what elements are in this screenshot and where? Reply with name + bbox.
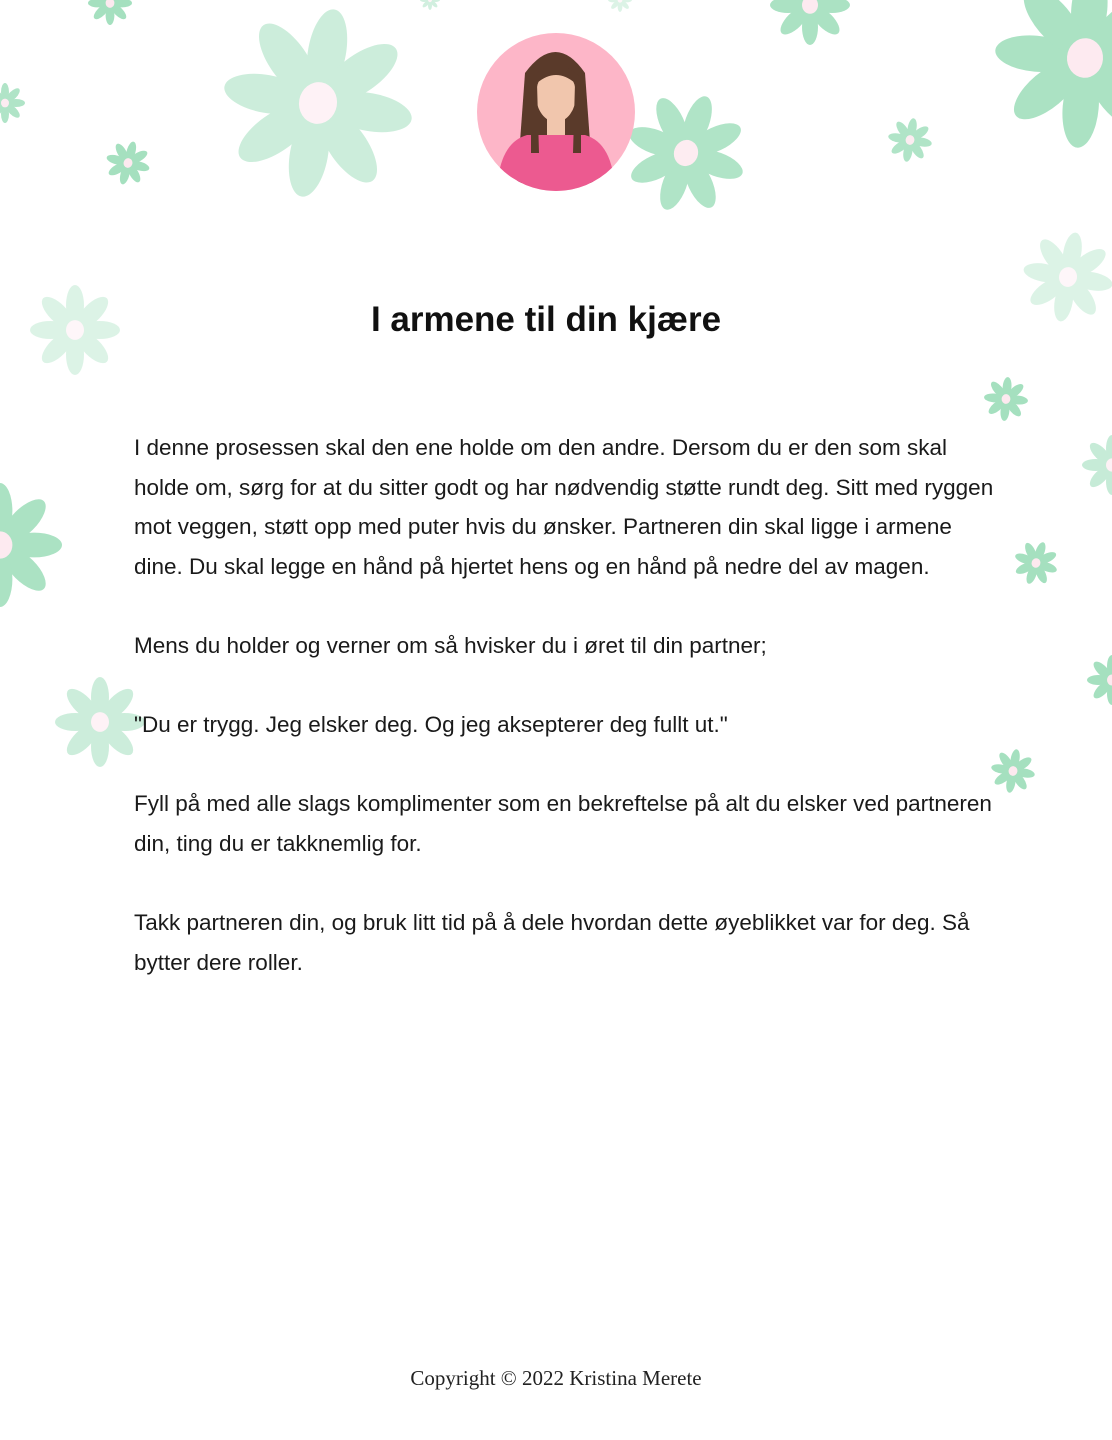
flower-icon [88,0,132,25]
flower-icon [885,115,936,166]
paragraph: Fyll på med alle slags komplimenter som en bekreftelse på alt du elsker ved partneren din, ting du er takknemlig for. [134,791,992,856]
flower-icon [55,677,145,767]
flower-icon [608,0,632,12]
flower-icon [1087,655,1112,705]
paragraph: Mens du holder og verner om så hvisker du i øret til din partner; [134,632,767,658]
avatar [477,33,635,191]
paragraph: Takk partneren din, og bruk litt tid på å dele hvordan dette øyeblikket var for deg. Så bytter dere roller. [134,910,970,975]
flower-icon [1008,535,1064,591]
flower-icon [208,0,428,213]
flower-icon [0,83,25,123]
flower-center [1,99,9,108]
quote: "Du er trygg. Jeg elsker deg. Og jeg aksepterer deg fullt ut." [134,712,728,738]
body-text [134,428,994,1022]
flower-icon [101,136,155,190]
portrait-photo [477,33,635,191]
flower-icon [988,746,1039,797]
flower-icon [420,0,440,10]
page-title: I armene til din kjære [370,300,722,339]
flower-icon [770,0,850,45]
flower-icon [1082,435,1112,495]
flower-icon [0,483,62,607]
flower-icon [987,0,1112,156]
copyright: Copyright © 2022 Kristina Merete [410,1366,702,1390]
flower-center [91,712,109,732]
flower-icon [982,375,1030,423]
paragraph: I denne prosessen skal den ene holde om den andre. Dersom du er den som skal holde om, sørg for at du sitter godt og har nødvendig støtte rundt deg. Sitt med ryggen mot veggen, støtt opp med puter hvis du ønsker. Partneren din skal ligge i armene dine. Du skal legge en hånd på hjertet hens og en hånd på nedre del av magen. [134,435,994,579]
